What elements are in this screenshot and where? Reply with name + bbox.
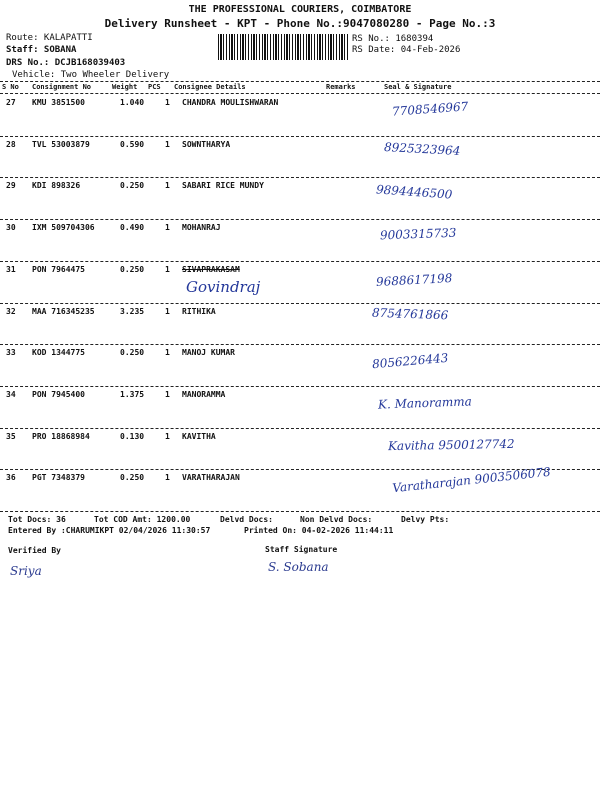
total-docs: Tot Docs: 36 — [8, 515, 66, 524]
row-weight: 1.375 — [120, 389, 145, 399]
col-consignee: Consignee Details — [174, 83, 246, 91]
row-sno: 33 — [6, 348, 16, 358]
row-consignee: SOWNTHARYA — [182, 139, 231, 149]
row-sno: 34 — [6, 389, 16, 399]
row-weight: 0.250 — [120, 348, 145, 358]
row-consignment-no: IXM 509704306 — [32, 223, 95, 233]
divider — [0, 93, 600, 94]
row-consignment-no: TVL 53003879 — [32, 139, 90, 149]
handwritten-signature: 8925323964 — [383, 139, 461, 158]
staff-signature: S. Sobana — [268, 560, 329, 574]
table-row — [0, 140, 600, 178]
runsheet-title: Delivery Runsheet - KPT - Phone No.:9047080280 - Page No.:3 — [104, 17, 496, 30]
row-divider — [0, 261, 600, 262]
handwritten-signature: Varatharajan 9003506078 — [391, 465, 552, 496]
row-sno: 28 — [6, 139, 16, 149]
row-consignment-no: MAA 716345235 — [32, 306, 95, 316]
printed-on: Printed On: 04-02-2026 11:44:11 — [244, 526, 394, 535]
delivered-docs: Delvd Docs: — [220, 515, 273, 524]
table-row — [0, 223, 600, 261]
row-consignee: SIVAPRAKASAM — [182, 264, 240, 274]
row-divider — [0, 386, 600, 387]
row-pcs: 1 — [165, 306, 170, 316]
col-pcs: PCS — [148, 83, 161, 91]
row-consignee: SABARI RICE MUNDY — [182, 181, 264, 191]
col-signature: Seal & Signature — [384, 83, 452, 91]
row-divider — [0, 344, 600, 345]
row-sno: 36 — [6, 473, 16, 483]
row-pcs: 1 — [165, 348, 170, 358]
row-consignee: MANOJ KUMAR — [182, 348, 235, 358]
col-sno: S No — [2, 83, 19, 91]
table-row — [0, 265, 600, 303]
row-divider — [0, 177, 600, 178]
row-consignment-no: PON 7964475 — [32, 264, 85, 274]
vehicle-label: Vehicle: Two Wheeler Delivery — [12, 70, 170, 80]
row-weight: 0.590 — [120, 139, 145, 149]
row-pcs: 1 — [165, 223, 170, 233]
staff-signature-label: Staff Signature — [265, 545, 338, 554]
table-row — [0, 390, 600, 428]
row-weight: 0.250 — [120, 473, 145, 483]
non-delivered-docs: Non Delvd Docs: — [300, 515, 373, 524]
handwritten-signature: K. Manoramma — [377, 394, 473, 412]
row-pcs: 1 — [165, 139, 170, 149]
rs-number: RS No.: 1680394 — [352, 34, 434, 44]
col-weight: Weight — [112, 83, 138, 91]
row-divider — [0, 511, 600, 512]
row-consignment-no: PRO 18868984 — [32, 431, 90, 441]
row-consignee: KAVITHA — [182, 431, 216, 441]
row-divider — [0, 428, 600, 429]
verifier-signature: Sriya — [10, 564, 42, 578]
row-weight: 0.130 — [120, 431, 145, 441]
table-row — [0, 181, 600, 219]
row-divider — [0, 219, 600, 220]
handwritten-remark: Govindraj — [186, 278, 261, 296]
row-consignment-no: KMU 3851500 — [32, 98, 85, 107]
row-sno: 30 — [6, 223, 16, 233]
row-consignee: MOHANRAJ — [182, 223, 221, 233]
barcode-image — [218, 34, 348, 60]
handwritten-signature: 9003315733 — [379, 225, 457, 243]
row-weight: 0.250 — [120, 264, 145, 274]
row-sno: 32 — [6, 306, 16, 316]
row-weight: 0.490 — [120, 223, 145, 233]
row-pcs: 1 — [165, 389, 170, 399]
delivery-points: Delvy Pts: — [401, 515, 450, 524]
col-remarks: Remarks — [326, 83, 356, 91]
row-divider — [0, 136, 600, 137]
col-consignment: Consignment No — [32, 83, 92, 91]
row-pcs: 1 — [165, 98, 170, 107]
drs-number: DRS No.: DCJB168039403 — [6, 58, 126, 68]
handwritten-signature: 7708546967 — [391, 99, 469, 119]
route-label: Route: KALAPATTI — [6, 33, 93, 43]
row-weight: 3.235 — [120, 306, 145, 316]
row-consignment-no: PON 7945400 — [32, 389, 85, 399]
staff-label: Staff: SOBANA — [6, 45, 77, 55]
verified-by-label: Verified By — [8, 546, 61, 555]
row-consignment-no: PGT 7348379 — [32, 473, 85, 483]
row-sno: 27 — [6, 98, 16, 107]
table-row — [0, 307, 600, 345]
rs-date: RS Date: 04-Feb-2026 — [352, 45, 461, 55]
handwritten-signature: 9688617198 — [375, 270, 453, 289]
row-sno: 35 — [6, 431, 16, 441]
row-consignee: VARATHARAJAN — [182, 473, 240, 483]
handwritten-signature: 8754761866 — [371, 305, 449, 322]
row-consignment-no: KOD 1344775 — [32, 348, 85, 358]
row-sno: 31 — [6, 264, 16, 274]
row-weight: 0.250 — [120, 181, 145, 191]
row-sno: 29 — [6, 181, 16, 191]
row-pcs: 1 — [165, 264, 170, 274]
company-name: THE PROFESSIONAL COURIERS, COIMBATORE — [188, 4, 412, 15]
row-pcs: 1 — [165, 473, 170, 483]
row-consignee: MANORAMMA — [182, 389, 226, 399]
handwritten-signature: 8056226443 — [371, 350, 449, 372]
row-pcs: 1 — [165, 431, 170, 441]
row-weight: 1.040 — [120, 98, 145, 107]
handwritten-signature: 9894446500 — [375, 182, 453, 203]
row-consignee: CHANDRA MOULISHWARAN — [182, 98, 279, 107]
entered-by: Entered By :CHARUMIKPT 02/04/2026 11:30:57 — [8, 526, 211, 535]
row-consignee: RITHIKA — [182, 306, 216, 316]
row-consignment-no: KDI 898326 — [32, 181, 81, 191]
table-row — [0, 98, 600, 136]
row-pcs: 1 — [165, 181, 170, 191]
handwritten-signature: Kavitha 9500127742 — [387, 436, 515, 453]
total-cod: Tot COD Amt: 1200.00 — [94, 515, 191, 524]
table-row — [0, 348, 600, 386]
row-divider — [0, 303, 600, 304]
